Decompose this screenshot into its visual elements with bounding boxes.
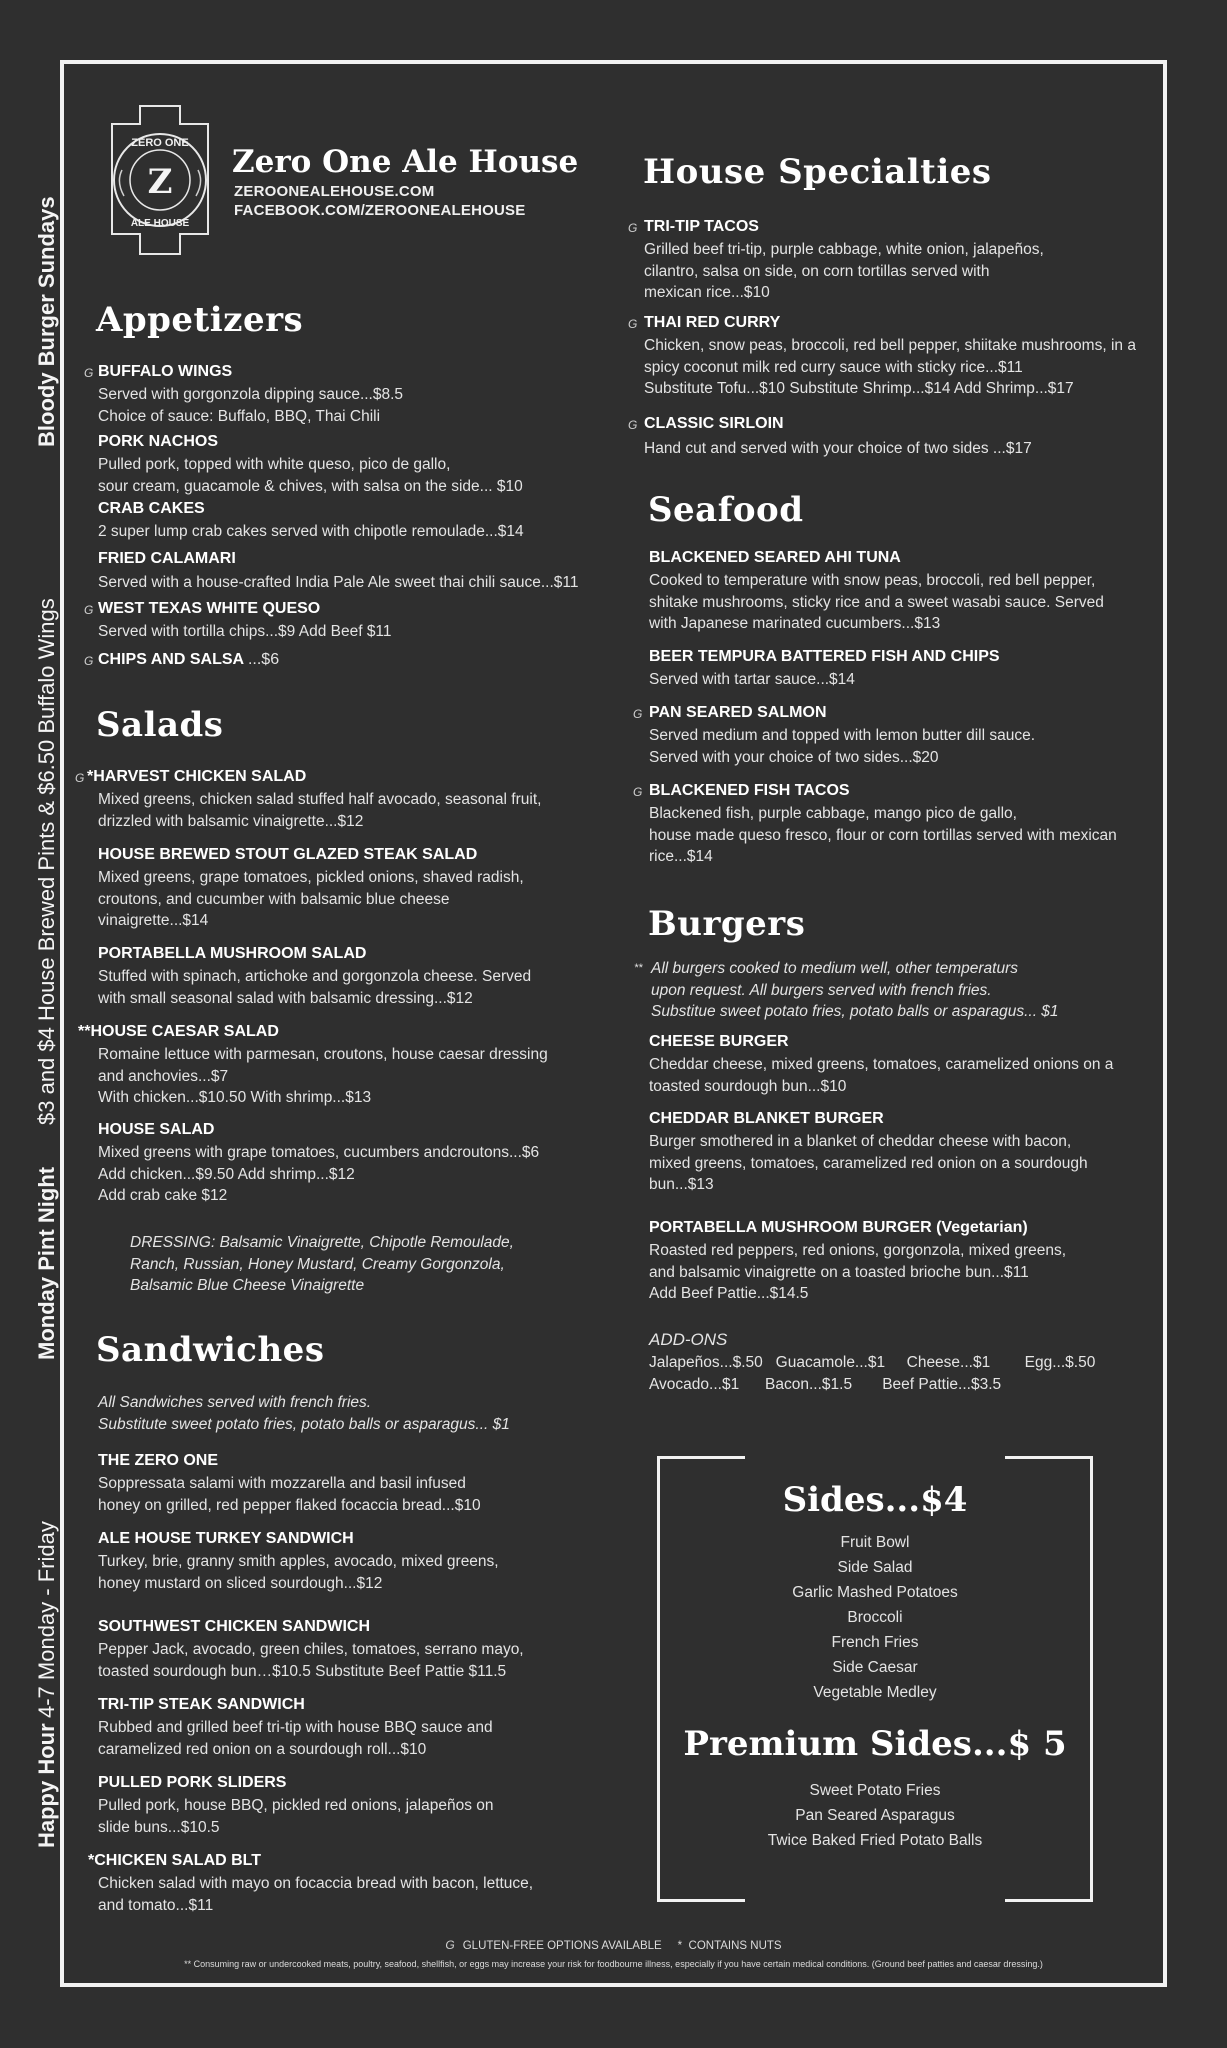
dressing-note: DRESSING: Balsamic Vinaigrette, Chipotle Remoulade, Ranch, Russian, Honey Mustard, Creamy Gorgonzola, Balsamic Blue Cheese Vinaigrette bbox=[130, 1234, 514, 1294]
side-banner-bloody: Bloody Burger Sundays bbox=[34, 196, 59, 447]
premium-side-item: Sweet Potato Fries bbox=[809, 1782, 941, 1799]
menu-item-name: TRI-TIP TACOS bbox=[644, 218, 759, 235]
menu-item-desc: Cheddar cheese, mixed greens, tomatoes, caramelized onions on a toasted sourdough bun...$10 bbox=[649, 1056, 1114, 1095]
premium-side-item: Twice Baked Fried Potato Balls bbox=[767, 1832, 983, 1849]
menu-item-desc: Grilled beef tri-tip, purple cabbage, white onion, jalapeños, cilantro, salsa on side, on corn tortillas served with mexican rice...$10 bbox=[644, 241, 1044, 301]
menu-item-name: BLACKENED SEARED AHI TUNA bbox=[649, 549, 901, 566]
side-item: Garlic Mashed Potatoes bbox=[792, 1584, 958, 1601]
menu-item-desc: Mixed greens, chicken salad stuffed half avocado, seasonal fruit, drizzled with balsamic vinaigrette...$12 bbox=[98, 791, 542, 830]
menu-item-desc: Pulled pork, topped with white queso, pico de gallo, sour cream, guacamole & chives, with salsa on the side... $10 bbox=[98, 456, 523, 495]
logo-letter: Z bbox=[147, 162, 173, 202]
gluten-free-icon: G bbox=[628, 221, 638, 235]
menu-item-name: CHEESE BURGER bbox=[649, 1033, 789, 1050]
sides-heading: Sides...$4 bbox=[782, 1480, 968, 1520]
side-banner-monday: Monday Pint Night bbox=[34, 1166, 59, 1360]
sandwiches-note: All Sandwiches served with french fries. Substitute sweet potato fries, potato balls or asparagus... $1 bbox=[98, 1394, 510, 1433]
menu-item-name: BLACKENED FISH TACOS bbox=[649, 782, 850, 799]
menu-item-desc: Pepper Jack, avocado, green chiles, tomatoes, serrano mayo, toasted sourdough bun…$10.5 Substitute Beef Pattie $11.5 bbox=[98, 1641, 524, 1680]
addons-heading: ADD-ONS bbox=[649, 1330, 728, 1349]
side-item: French Fries bbox=[831, 1634, 919, 1651]
menu-item-name: PORTABELLA MUSHROOM BURGER (Vegetarian) bbox=[649, 1219, 1028, 1236]
brand-website[interactable]: ZEROONEALEHOUSE.COM bbox=[234, 183, 435, 200]
menu-item-desc: Roasted red peppers, red onions, gorgonzola, mixed greens, and balsamic vinaigrette on a toasted brioche bun...$11 Add Beef Pattie...$14.5 bbox=[649, 1242, 1067, 1302]
menu-item-name: *CHICKEN SALAD BLT bbox=[88, 1852, 262, 1869]
menu-item-desc: Turkey, brie, granny smith apples, avocado, mixed greens, honey mustard on sliced sourdough...$12 bbox=[98, 1553, 499, 1592]
side-banner-happy: Happy Hour bbox=[34, 1723, 59, 1848]
brand-title: Zero One Ale House bbox=[232, 144, 579, 180]
menu-item-desc: Served with tortilla chips...$9 Add Beef $11 bbox=[98, 623, 392, 640]
menu-item-desc: Served with a house-crafted India Pale Ale sweet thai chili sauce...$11 bbox=[98, 574, 579, 591]
menu-item-name: CHIPS AND SALSA ...$6 bbox=[98, 651, 280, 668]
burgers-note: All burgers cooked to medium well, other temperaturs upon request. All burgers served with french fries. Substitue sweet potato fries, potato balls or asparagus... $1 bbox=[651, 960, 1059, 1020]
burgers-note-stars: ** bbox=[634, 962, 643, 974]
menu-item-desc: Cooked to temperature with snow peas, broccoli, red bell pepper, shitake mushrooms, sticky rice and a sweet wasabi sauce. Served with Japanese marinated cucumbers...$13 bbox=[649, 572, 1104, 632]
gluten-free-icon: G bbox=[628, 418, 638, 432]
menu-item-desc: Mixed greens with grape tomatoes, cucumbers andcroutons...$6 Add chicken...$9.50 Add shrimp...$12 Add crab cake $12 bbox=[98, 1144, 540, 1204]
gluten-free-icon: G bbox=[84, 654, 94, 668]
seafood-heading: Seafood bbox=[648, 490, 804, 530]
menu-item-desc: Hand cut and served with your choice of two sides ...$17 bbox=[644, 440, 1032, 457]
menu-item-name: *HARVEST CHICKEN SALAD bbox=[87, 768, 307, 785]
side-banner-pints: $3 and $4 House Brewed Pints & $6.50 Buffalo Wings bbox=[34, 598, 59, 1125]
menu-item-desc: Pulled pork, house BBQ, pickled red onions, jalapeños on slide buns...$10.5 bbox=[98, 1797, 494, 1836]
menu-item-desc: Mixed greens, grape tomatoes, pickled onions, shaved radish, croutons, and cucumber with balsamic blue cheese vinaigrette...$14 bbox=[98, 869, 524, 929]
sides-panel bbox=[657, 1456, 1093, 1902]
menu-item-desc: Blackened fish, purple cabbage, mango pico de gallo, house made queso fresco, flour or corn tortillas served with mexican rice...$14 bbox=[649, 805, 1117, 865]
side-item: Vegetable Medley bbox=[813, 1684, 937, 1701]
menu-item-desc: Chicken salad with mayo on focaccia bread with bacon, lettuce, and tomato...$11 bbox=[98, 1875, 534, 1914]
side-item: Side Caesar bbox=[832, 1659, 918, 1676]
side-item: Broccoli bbox=[847, 1609, 903, 1626]
menu-item-name: THAI RED CURRY bbox=[644, 314, 781, 331]
menu-item-desc: Chicken, snow peas, broccoli, red bell pepper, shiitake mushrooms, in a spicy coconut milk red curry sauce with sticky rice...$11 Substitute Tofu...$10 Substitute Shrimp...$14 Add Shrimp...$17 bbox=[644, 337, 1136, 397]
burgers-heading: Burgers bbox=[648, 904, 806, 944]
menu-item-name: **HOUSE CAESAR SALAD bbox=[78, 1023, 279, 1040]
menu-item-desc: Served with gorgonzola dipping sauce...$8.5 Choice of sauce: Buffalo, BBQ, Thai Chili bbox=[98, 386, 404, 425]
salads-heading: Salads bbox=[96, 705, 224, 745]
gluten-free-icon: G bbox=[628, 317, 638, 331]
menu-item-name: PULLED PORK SLIDERS bbox=[98, 1774, 287, 1791]
gluten-free-icon: G bbox=[445, 1938, 455, 1952]
footer-disclaimer: ** Consuming raw or undercooked meats, poultry, seafood, shellfish, or eggs may increase your risk for foodbourne illness, especially if you have certain medical conditions. (Ground beef patties and caesar dressing.) bbox=[184, 1959, 1043, 1969]
menu-item-desc: Served medium and topped with lemon butter dill sauce. Served with your choice of two sides...$20 bbox=[649, 727, 1035, 766]
logo-bottom-text: ALE HOUSE bbox=[130, 218, 190, 229]
menu-item-name: CRAB CAKES bbox=[98, 500, 205, 517]
menu-item-name: HOUSE BREWED STOUT GLAZED STEAK SALAD bbox=[98, 846, 478, 863]
sandwiches-heading: Sandwiches bbox=[96, 1330, 325, 1370]
gluten-free-icon: G bbox=[633, 707, 643, 721]
menu-item-name: TRI-TIP STEAK SANDWICH bbox=[98, 1696, 305, 1713]
premium-sides-heading: Premium Sides...$ 5 bbox=[683, 1724, 1067, 1764]
menu-item-desc: Soppressata salami with mozzarella and basil infused honey on grilled, red pepper flaked focaccia bread...$10 bbox=[98, 1475, 481, 1514]
menu-item-name: FRIED CALAMARI bbox=[98, 550, 236, 567]
premium-side-item: Pan Seared Asparagus bbox=[795, 1807, 955, 1824]
specialties-heading: House Specialties bbox=[643, 152, 992, 192]
menu-item-name: THE ZERO ONE bbox=[98, 1452, 219, 1469]
menu-item-name: PORK NACHOS bbox=[98, 433, 219, 450]
menu-item-name: WEST TEXAS WHITE QUESO bbox=[98, 600, 321, 617]
menu-item-desc: Served with tartar sauce...$14 bbox=[649, 671, 855, 688]
menu-item-name: BUFFALO WINGS bbox=[98, 363, 233, 380]
footer-legend: G GLUTEN-FREE OPTIONS AVAILABLE * CONTAINS NUTS bbox=[445, 1938, 782, 1952]
gluten-free-icon: G bbox=[633, 785, 643, 799]
side-banner-happy-hours: 4-7 Monday - Friday bbox=[34, 1521, 59, 1718]
appetizers-heading: Appetizers bbox=[96, 300, 304, 340]
menu-item-name: PORTABELLA MUSHROOM SALAD bbox=[98, 945, 367, 962]
addons-list: Jalapeños...$.50 Guacamole...$1 Cheese...$1 Egg...$.50 Avocado...$1 Bacon...$1.5 Beef Pattie...$3.5 bbox=[649, 1354, 1096, 1393]
brand-facebook[interactable]: FACEBOOK.COM/ZEROONEALEHOUSE bbox=[234, 202, 526, 219]
menu-item-name: CHEDDAR BLANKET BURGER bbox=[649, 1110, 884, 1127]
menu-item-name: SOUTHWEST CHICKEN SANDWICH bbox=[98, 1618, 370, 1635]
gluten-free-icon: G bbox=[84, 603, 94, 617]
menu-item-name: HOUSE SALAD bbox=[98, 1121, 215, 1138]
side-item: Fruit Bowl bbox=[840, 1534, 910, 1551]
menu-item-name: BEER TEMPURA BATTERED FISH AND CHIPS bbox=[649, 648, 1000, 665]
brand-logo bbox=[100, 100, 220, 260]
menu-item-desc: Burger smothered in a blanket of cheddar cheese with bacon, mixed greens, tomatoes, caramelized red onion on a sourdough bun...$13 bbox=[649, 1133, 1088, 1193]
logo-top-text: ZERO ONE bbox=[131, 137, 189, 149]
menu-item-name: CLASSIC SIRLOIN bbox=[644, 415, 784, 432]
menu-item-desc: 2 super lump crab cakes served with chipotle remoulade...$14 bbox=[98, 523, 524, 540]
menu-item-desc: Rubbed and grilled beef tri-tip with house BBQ sauce and caramelized red onion on a sourdough roll...$10 bbox=[98, 1719, 493, 1758]
gluten-free-icon: G bbox=[75, 771, 85, 785]
menu-item-name: PAN SEARED SALMON bbox=[649, 704, 827, 721]
menu-item-desc: Stuffed with spinach, artichoke and gorgonzola cheese. Served with small seasonal salad with balsamic dressing...$12 bbox=[98, 968, 532, 1007]
menu-item-desc: Romaine lettuce with parmesan, croutons, house caesar dressing and anchovies...$7 With chicken...$10.50 With shrimp...$13 bbox=[98, 1046, 548, 1106]
gluten-free-icon: G bbox=[84, 366, 94, 380]
side-item: Side Salad bbox=[837, 1559, 913, 1576]
menu-item-name: ALE HOUSE TURKEY SANDWICH bbox=[98, 1530, 354, 1547]
